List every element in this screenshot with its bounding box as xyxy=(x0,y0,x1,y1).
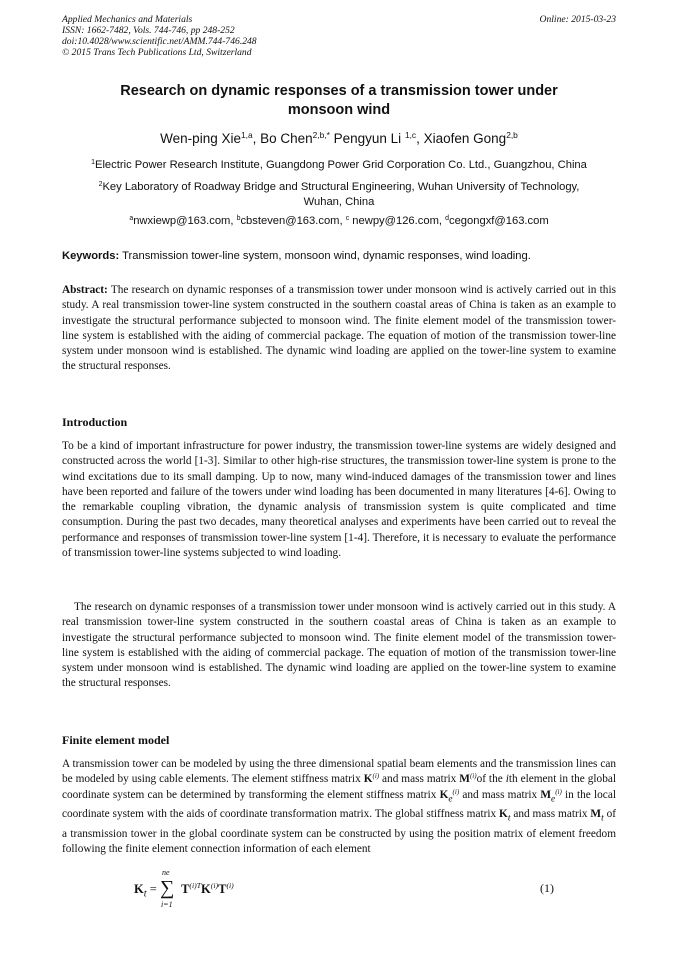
affiliation-2 xyxy=(62,180,616,210)
fem-text: and mass matrix xyxy=(513,808,588,821)
symbol-K: K xyxy=(363,773,373,786)
symbol-sup: (i) xyxy=(452,787,460,796)
section-heading-fem: Finite element model xyxy=(62,733,170,747)
title-line-1: Research on dynamic responses of a transmission tower under xyxy=(120,83,558,99)
symbol-sub: e xyxy=(551,793,556,804)
keywords-text: Transmission tower-line system, monsoon wind, dynamic responses, wind loading. xyxy=(122,250,531,262)
equation-1 xyxy=(62,867,616,913)
eq-sum-lower: i=1 xyxy=(160,900,173,909)
eq-K-sup: (i) xyxy=(210,881,219,891)
fem-paragraph xyxy=(62,757,616,857)
symbol-Ke: K xyxy=(439,788,449,801)
symbol-sub: e xyxy=(448,793,453,804)
equation-body xyxy=(134,868,234,909)
eq-sum-symbol: ∑ xyxy=(159,877,175,899)
affiliation-text: Electric Power Research Institute, Guangdong Power Grid Corporation Co. Ltd., Guangzhou, China xyxy=(94,159,587,171)
symbol-M: M xyxy=(459,773,470,786)
affiliation-text-line2: Wuhan, China xyxy=(303,196,375,208)
eq-lhs-sub: t xyxy=(143,888,147,900)
journal-header xyxy=(62,14,616,58)
eq-T-sup: (i)T xyxy=(189,881,202,891)
author-name: Pengyun Li xyxy=(333,131,402,146)
author-sup: 2,b xyxy=(506,129,518,140)
email-sup: c xyxy=(345,214,350,222)
copyright-line: © 2015 Trans Tech Publications Ltd, Switzerland xyxy=(62,47,252,58)
fem-text: in the local coordinate system with the aids of coordinate transformation matrix. The global stiffness matrix xyxy=(62,788,616,821)
symbol-sup: (i) xyxy=(469,772,477,781)
email-link[interactable]: cegongxf@163.com xyxy=(448,215,549,227)
symbol-Mt: M xyxy=(590,808,602,821)
intro-paragraph-2: The research on dynamic responses of a transmission tower under monsoon wind is actively carried out in this study. A real transmission tower-line system constructed in the southern coastal areas of China is taken as an example to investigate the structural performance subjected to monsoon wind. The finite element model of the transmission tower-line system is established with the aiding of commercial package. The equation of motion of the transmission tower-line system under monsoon wind is established. The dynamic wind loading are applied on the tower-line system to examine the structural responses. xyxy=(62,601,616,690)
online-date: Online: 2015-03-23 xyxy=(539,14,616,25)
symbol-sup: (i) xyxy=(555,787,562,796)
symbol-sup: (i) xyxy=(372,772,380,781)
author-sup: 1,a xyxy=(240,129,253,140)
eq-summation xyxy=(159,868,178,909)
fem-text: of a transmission tower in the global coordinate system can be constructed by using the position matrix of element freedom following the finite element connection information of each element xyxy=(62,808,617,855)
affiliation-num: 1 xyxy=(91,158,95,166)
eq-T: T xyxy=(181,881,190,896)
fem-text: of the xyxy=(476,773,503,786)
affiliation-1 xyxy=(62,158,616,173)
fem-text: A transmission tower can be modeled by using the three dimensional spatial beam elements and the transmission lines can be modeled by using cable elements. The element stiffness matrix xyxy=(62,758,616,786)
paper-title xyxy=(62,82,616,120)
eq-K: K xyxy=(201,881,211,896)
author-name: Xiaofen Gong xyxy=(423,131,507,146)
intro-paragraph-1: To be a kind of important infrastructure for power industry, the transmission tower-line systems are widely designed and constructed across the world [1-3]. Similar to other high-rise structures, the transmission tower-line system is prone to the wind excitations due to its small damping. Up to now, many wind-induced damages of the transmission tower and lines have been reported and failure of the towers under wind loading has been documented in many literatures [4-6]. Owing to the remarkable coupling vibration, the dynamic analysis of transmission system is quite complicated and time consumption. During the past two decades, many theoretical analyses and experiments have been carried out to reveal the performance and responses of transmission tower-line system [1-4]. Therefore, it is necessary to evaluate the performance of transmission tower-line systems subjected to wind loading. xyxy=(62,440,616,560)
keywords xyxy=(62,250,616,262)
fem-text: th element in the global coordinate system can be determined by transforming the element stiffness matrix xyxy=(62,773,617,801)
keywords-label: Keywords: xyxy=(62,250,120,262)
eq-lhs: K xyxy=(134,881,144,896)
symbol-sub: t xyxy=(601,813,604,824)
fem-text: and mass matrix xyxy=(462,788,538,801)
email-sup: b xyxy=(236,214,241,222)
symbol-Kt: K xyxy=(499,808,508,821)
email-sup: d xyxy=(445,214,449,222)
affiliation-num: 2 xyxy=(98,180,103,188)
author-sup: 1,c xyxy=(404,129,417,140)
eq-equals: = xyxy=(149,881,157,896)
email-link[interactable]: newpy@126.com xyxy=(352,215,439,227)
abstract-text: The research on dynamic responses of a transmission tower under monsoon wind is actively carried out in this study. A real transmission tower-line system constructed in the southern coastal areas of China is taken as an example to investigate the structural performance subjected to monsoon wind. The finite element model of the transmission tower-line system is established with the aiding of commercial package. The equation of motion of the transmission tower-line system under monsoon wind is established. The dynamic wind loading are applied on the tower-line system to examine the structural responses. xyxy=(62,284,616,373)
journal-name: Applied Mechanics and Materials xyxy=(62,14,193,25)
email-sup: a xyxy=(129,214,134,222)
symbol-sub: t xyxy=(507,813,511,824)
author-list: Wen-ping Xie$^{1,a}$, Bo Chen$^{2,b,*}$ Pengyun Li $^{1,c}$, Xiaofen Gong$^{2,b}$ xyxy=(160,129,518,146)
abstract-label: Abstract: xyxy=(62,284,108,296)
author-sup: 2,b,* xyxy=(312,129,330,140)
fem-text: and mass matrix xyxy=(382,773,457,786)
symbol-Me: M xyxy=(540,788,552,801)
eq-T2: T xyxy=(218,881,227,896)
title-line-2: monsoon wind xyxy=(287,102,391,118)
eq-sum-upper: ne xyxy=(161,868,170,877)
email-link[interactable]: cbsteven@163.com xyxy=(240,215,340,227)
section-heading-introduction: Introduction xyxy=(62,415,128,429)
equation-number: (1) xyxy=(540,881,554,895)
email-list: $^a$nwxiewp@163.com, $^b$cbsteven@163.com, $^c$ newpy@126.com, $^d$cegongxf@163.com xyxy=(129,214,549,227)
issn-line: ISSN: 1662-7482, Vols. 744-746, pp 248-252 xyxy=(62,25,235,36)
author-name: Wen-ping Xie xyxy=(160,131,241,146)
affiliation-text: Key Laboratory of Roadway Bridge and Structural Engineering, Wuhan University of Technology, xyxy=(102,181,580,193)
email-link[interactable]: nwxiewp@163.com xyxy=(133,215,231,227)
eq-T2-sup: (i) xyxy=(226,881,234,891)
abstract xyxy=(62,283,616,375)
symbol-i: i xyxy=(505,773,509,786)
doi-line: doi:10.4028/www.scientific.net/AMM.744-746.248 xyxy=(62,36,257,47)
author-name: Bo Chen xyxy=(260,131,313,146)
